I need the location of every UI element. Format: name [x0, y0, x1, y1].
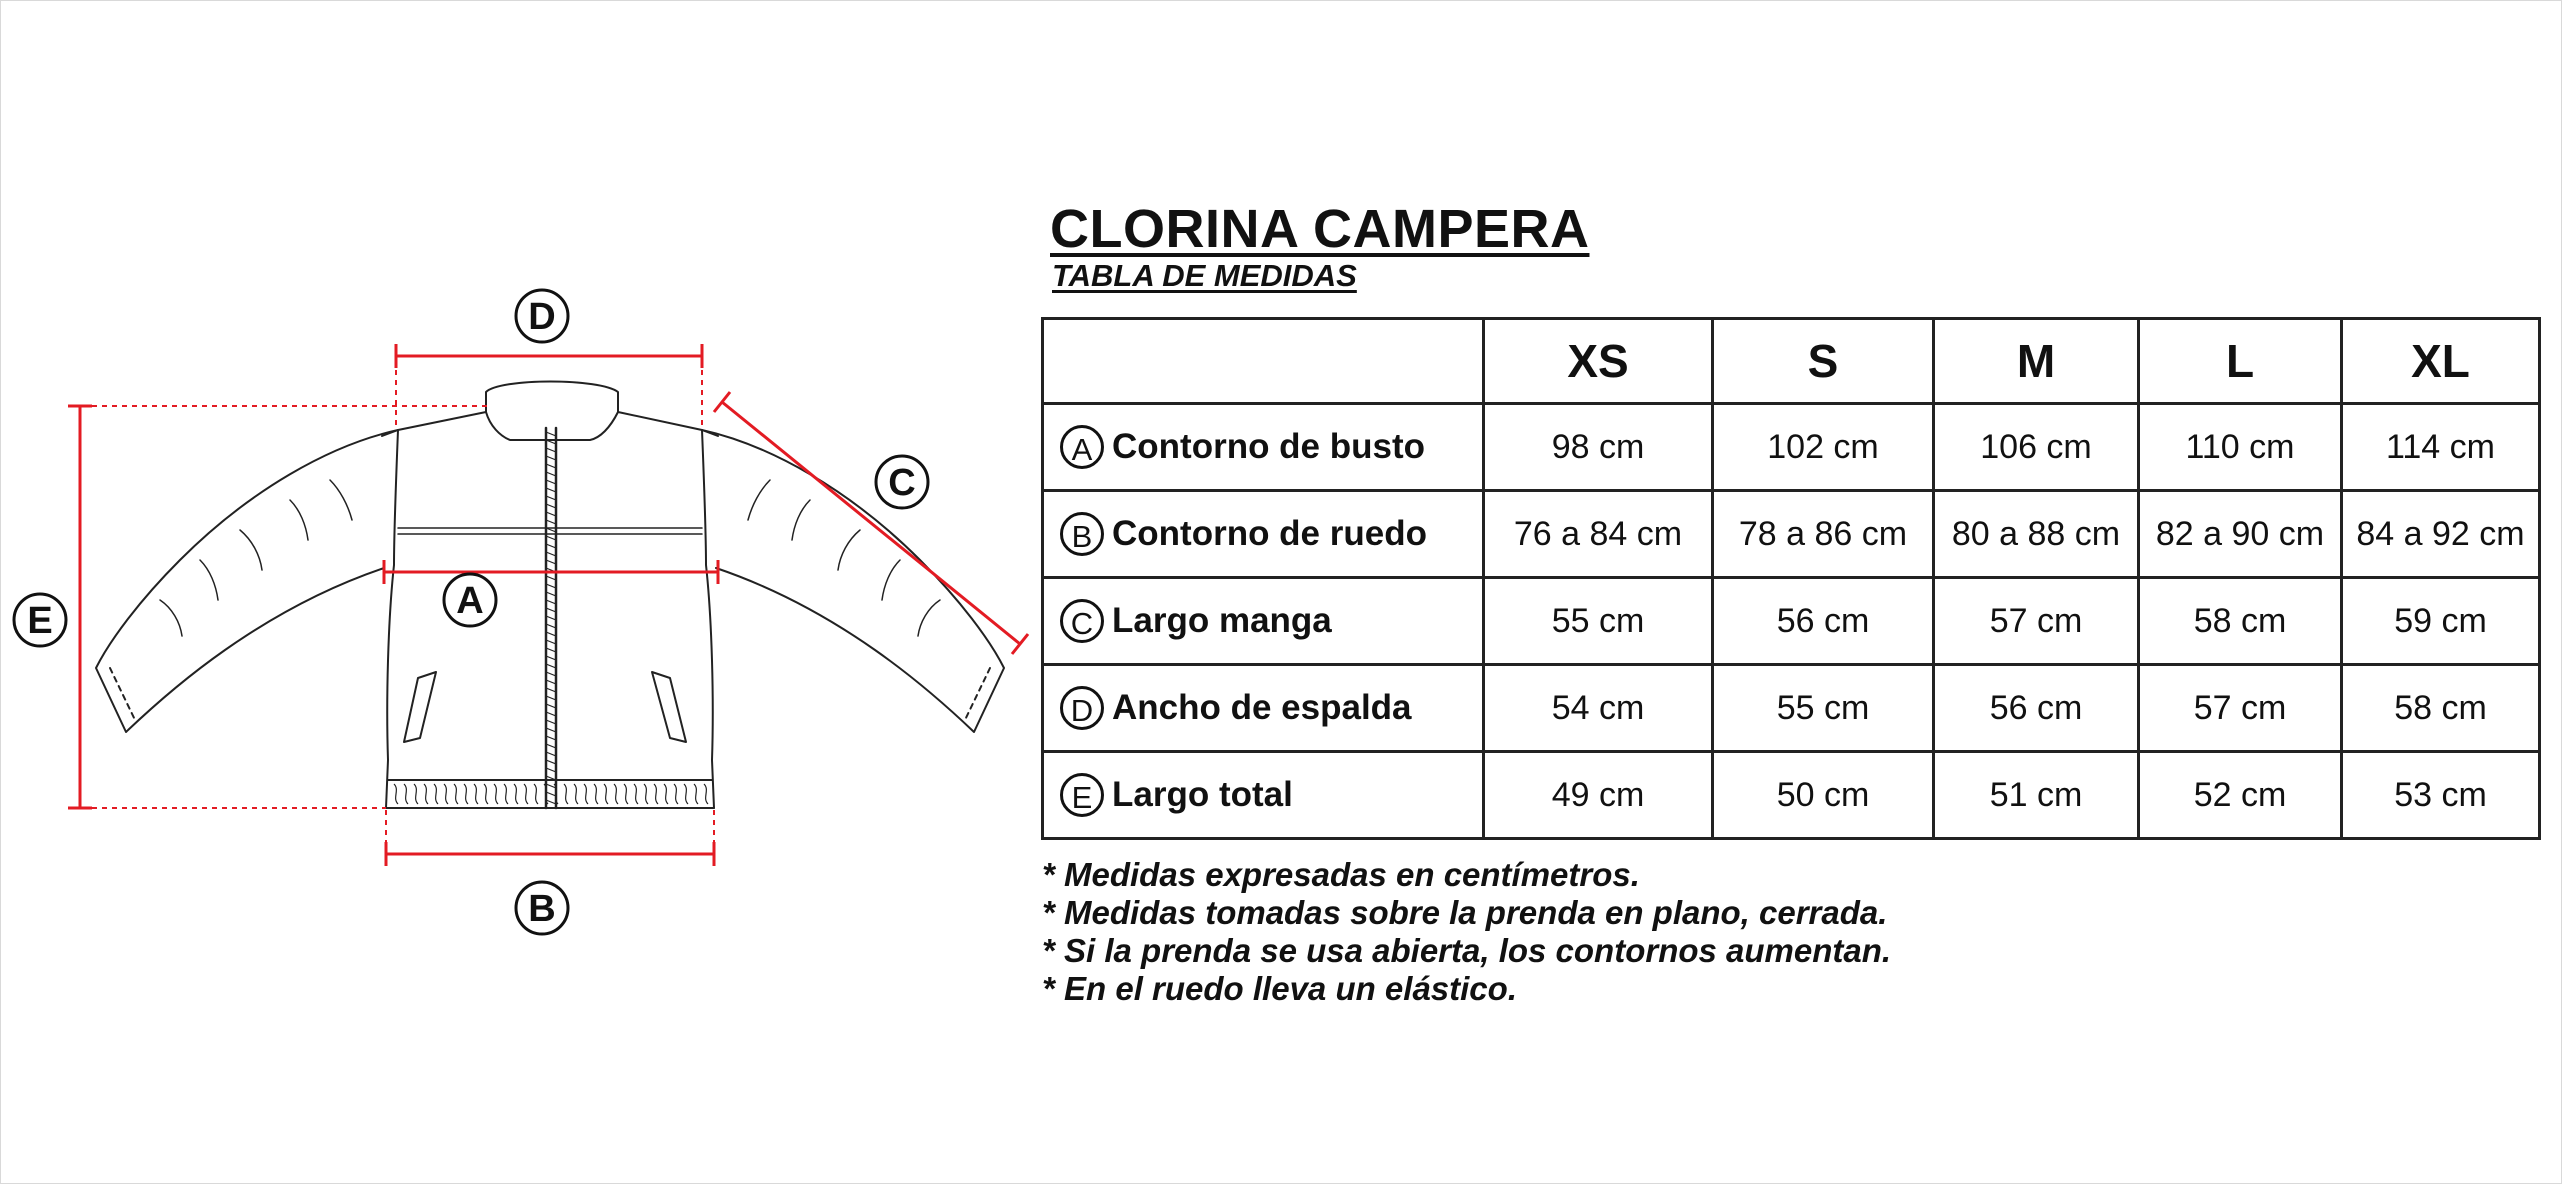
right-sleeve	[702, 430, 1004, 732]
letter-badge: D	[1060, 686, 1104, 730]
table-row	[1043, 578, 2540, 665]
measure-name: Largo manga	[1112, 601, 1332, 640]
body-right-side	[702, 430, 714, 808]
left-pocket	[404, 672, 436, 742]
table-cell: 98 cm	[1484, 404, 1713, 491]
table-cell: 110 cm	[2139, 404, 2342, 491]
table-cell: 82 a 90 cm	[2139, 491, 2342, 578]
left-sleeve	[96, 430, 398, 732]
size-header-row	[1043, 319, 2540, 404]
size-header-m: M	[1934, 319, 2139, 404]
jacket-collar	[486, 382, 618, 441]
table-cell: 106 cm	[1934, 404, 2139, 491]
measure-c-label	[876, 456, 928, 508]
table-cell: 102 cm	[1713, 404, 1934, 491]
table-cell: 49 cm	[1484, 752, 1713, 839]
measure-d-label	[516, 290, 568, 342]
notes-list	[1042, 856, 1891, 1008]
size-header-s: S	[1713, 319, 1934, 404]
table-cell: 57 cm	[1934, 578, 2139, 665]
measure-d-line	[396, 344, 702, 368]
jacket-outline	[96, 382, 1004, 809]
note-item: * En el ruedo lleva un elástico.	[1042, 970, 1517, 1007]
note-item: * Medidas expresadas en centímetros.	[1042, 856, 1640, 893]
measure-name: Largo total	[1112, 775, 1293, 814]
measure-name: Contorno de ruedo	[1112, 514, 1427, 553]
table-cell: 56 cm	[1713, 578, 1934, 665]
table-cell: 50 cm	[1713, 752, 1934, 839]
product-title: CLORINA CAMPERA	[1050, 199, 1590, 259]
header-empty-cell	[1043, 319, 1484, 404]
letter-badge: B	[1060, 512, 1104, 556]
table-row	[1043, 404, 2540, 491]
measure-a-label	[444, 574, 496, 626]
table-row	[1043, 665, 2540, 752]
table-cell: 54 cm	[1484, 665, 1713, 752]
measure-c-line	[714, 392, 1028, 654]
table-cell: 59 cm	[2342, 578, 2540, 665]
measure-name: Ancho de espalda	[1112, 688, 1412, 727]
letter-badge: A	[1060, 425, 1104, 469]
measure-name: Contorno de busto	[1112, 427, 1426, 466]
measure-e-label	[14, 594, 66, 646]
table-cell: 58 cm	[2139, 578, 2342, 665]
size-header-l: L	[2139, 319, 2342, 404]
row-label	[1043, 404, 1484, 491]
size-header-xs: XS	[1484, 319, 1713, 404]
right-pocket	[652, 672, 686, 742]
table-subtitle: TABLA DE MEDIDAS	[1052, 258, 1357, 293]
svg-text:D: D	[528, 296, 556, 338]
row-label	[1043, 752, 1484, 839]
measurement-lines	[68, 344, 1028, 866]
table-cell: 58 cm	[2342, 665, 2540, 752]
table-cell: 53 cm	[2342, 752, 2540, 839]
table-cell: 56 cm	[1934, 665, 2139, 752]
zipper-teeth	[546, 432, 556, 804]
row-label	[1043, 578, 1484, 665]
row-label	[1043, 665, 1484, 752]
svg-text:E: E	[27, 600, 53, 642]
measure-labels	[14, 290, 928, 934]
table-cell: 51 cm	[1934, 752, 2139, 839]
row-label	[1043, 491, 1484, 578]
letter-badge: C	[1060, 599, 1104, 643]
note-item: * Si la prenda se usa abierta, los contornos aumentan.	[1042, 932, 1892, 969]
table-cell: 84 a 92 cm	[2342, 491, 2540, 578]
measure-b-label	[516, 882, 568, 934]
size-chart-table	[1041, 317, 2541, 840]
svg-text:A: A	[456, 580, 484, 622]
table-cell: 80 a 88 cm	[1934, 491, 2139, 578]
table-cell: 55 cm	[1713, 665, 1934, 752]
table-cell: 114 cm	[2342, 404, 2540, 491]
table-cell: 78 a 86 cm	[1713, 491, 1934, 578]
table-cell: 57 cm	[2139, 665, 2342, 752]
table-cell: 76 a 84 cm	[1484, 491, 1713, 578]
measure-a-line	[384, 560, 718, 584]
size-header-xl: XL	[2342, 319, 2540, 404]
svg-text:C: C	[888, 462, 916, 504]
measure-e-line	[68, 406, 92, 808]
table-row	[1043, 491, 2540, 578]
table-row	[1043, 752, 2540, 839]
table-cell: 52 cm	[2139, 752, 2342, 839]
letter-badge: E	[1060, 773, 1104, 817]
jacket-diagram	[0, 0, 1040, 1184]
note-item: * Medidas tomadas sobre la prenda en plano, cerrada.	[1042, 894, 1888, 931]
svg-text:B: B	[528, 888, 556, 930]
measure-b-line	[386, 842, 714, 866]
body-left-side	[386, 430, 398, 808]
table-cell: 55 cm	[1484, 578, 1713, 665]
